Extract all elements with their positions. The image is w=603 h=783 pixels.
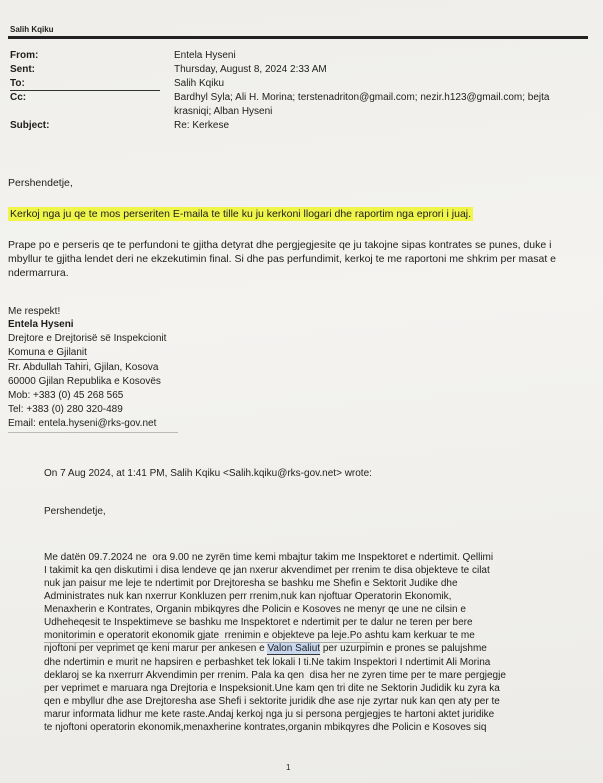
quoted-line-14: te njoftoni operatorin ekonomik,menaxherine kontrates,organin mbikqyres dhe Policin e Kosoves siq xyxy=(44,722,487,733)
quoted-line-08-start: njoftoni per veprimet qe keni marur per ankesen e xyxy=(44,643,268,654)
sent-label: Sent: xyxy=(10,64,35,75)
quoted-line-06: Udheheqesit te Inspektimeve se bashku me Inspektoret e ndertimit per te dalur ne teren per bere xyxy=(44,617,473,628)
cc-value-line1: Bardhyl Syla; Ali H. Morina; terstenadriton@gmail.com; nezir.h123@gmail.com; bejta xyxy=(174,92,550,103)
cc-label: Cc: xyxy=(10,92,27,103)
quoted-line-08-end: per uzurpimin e prones se palujshme xyxy=(320,643,487,654)
highlighted-request: Kerkoj nga ju qe te mos perseriten E-maila te tille ku ju kerkoni llogari dhe raportim nga eprori i juaj. xyxy=(10,208,472,220)
signature-department: Drejtore e Drejtorisë së Inspekcionit xyxy=(8,333,167,344)
quoted-line-07: monitorimin e operatorit ekonomik gjate rrenimin e objekteve pa leje.Po ashtu kam kerkuar te me xyxy=(44,630,475,641)
quoted-line-04: Administrates nuk kan nxerrur Konkluzen perr rrenim,nuk kan njoftuar Operatorin Ekonomik, xyxy=(44,591,452,602)
quoted-line-03: nuk jan paisur me leje te ndertimit por Drejtoresha se bashku me Shefin e Sektorit Judike dhe xyxy=(44,578,458,589)
to-label: To: xyxy=(10,78,160,91)
signature-street: Rr. Abdullah Tahiri, Gjilan, Kosova xyxy=(8,362,159,373)
signature-separator xyxy=(8,432,178,433)
quoted-line-12: qen e mbyllur dhe ase Drejtoresha ase Shefi i sektorite juridik dhe ase nje zyrtar nuk kan qen aty per te xyxy=(44,696,500,707)
signature-email: Email: entela.hyseni@rks-gov.net xyxy=(8,418,157,429)
body-highlight-line xyxy=(8,207,473,221)
quoted-line-08 xyxy=(44,643,487,655)
quoted-line-13: marur informata lidhur me kete raste.Andaj kerkoj nga ju si persona pergjegjes te hartoni aktet juridike xyxy=(44,709,495,720)
quoted-line-02: I takimit ka qen diskutimi i disa lendeve qe jan nxerur akvendimet per rrenim te disa objekteve te cilat xyxy=(44,565,490,576)
to-value: Salih Kqiku xyxy=(174,78,225,89)
signature-mobile: Mob: +383 (0) 45 268 565 xyxy=(8,390,124,401)
signature-municipality: Komuna e Gjilanit xyxy=(8,347,87,358)
from-label: From: xyxy=(10,50,39,61)
sent-value: Thursday, August 8, 2024 2:33 AM xyxy=(174,64,327,75)
from-value: Entela Hyseni xyxy=(174,50,236,61)
header-rule xyxy=(8,36,588,39)
signature-city: 60000 Gjilan Republika e Kosovës xyxy=(8,376,161,387)
quoted-greeting: Pershendetje, xyxy=(44,506,106,517)
page-number: 1 xyxy=(286,763,291,772)
mailbox-owner-name: Salih Kqiku xyxy=(10,25,54,34)
highlighted-name: Valon Saliut xyxy=(267,643,321,654)
quoted-line-09: dhe ndertimin e murit ne hapsiren e perbashket tek lokali I ti.Ne takim Inspektori I ndertimit Ali Morina xyxy=(44,657,491,668)
quoted-line-05: Menaxherin e Kontrates, Organin mbikqyres dhe Policin e Kosoves ne menyr qe une ne cilsin e xyxy=(44,604,466,615)
body-paragraph-line3: ndermarrura. xyxy=(8,267,69,279)
body-paragraph-line1: Prape po e perseris qe te perfundoni te gjitha detyrat dhe pergjegjesite qe ju takojne sipas kontrates se punes, duke i xyxy=(8,239,552,251)
body-greeting: Pershendetje, xyxy=(8,177,73,189)
cc-value-line2: krasniqi; Alban Hyseni xyxy=(174,106,273,117)
signature-telephone: Tel: +383 (0) 280 320-489 xyxy=(8,404,123,415)
quoted-intro: On 7 Aug 2024, at 1:41 PM, Salih Kqiku <Salih.kqiku@rks-gov.net> wrote: xyxy=(44,468,372,479)
body-paragraph-line2: mbyllur te gjitha lendet deri ne ekzekutimin final. Si dhe pas perfundimit, kerkoj te me raportoni me shkrim per masat e xyxy=(8,253,556,265)
subject-label: Subject: xyxy=(10,120,50,131)
subject-value: Re: Kerkese xyxy=(174,120,230,131)
quoted-line-11: per veprimet e maruara nga Drejtoria e Inspeksionit.Une kam qen tri dite ne Sektorin Judidik ku zyra ka xyxy=(44,683,500,694)
signature-closing: Me respekt! xyxy=(8,306,61,317)
quoted-line-10: deklaroj se ka nxerrurr Akvendimin per rrenim. Pala ka qen disa her ne zyren time per te mare pergjegje xyxy=(44,670,506,681)
signature-name: Entela Hyseni xyxy=(8,319,74,330)
quoted-line-01: Me datën 09.7.2024 ne ora 9.00 ne zyrën time kemi mbajtur takim me Inspektoret e ndertimit. Qellimi xyxy=(44,552,494,563)
